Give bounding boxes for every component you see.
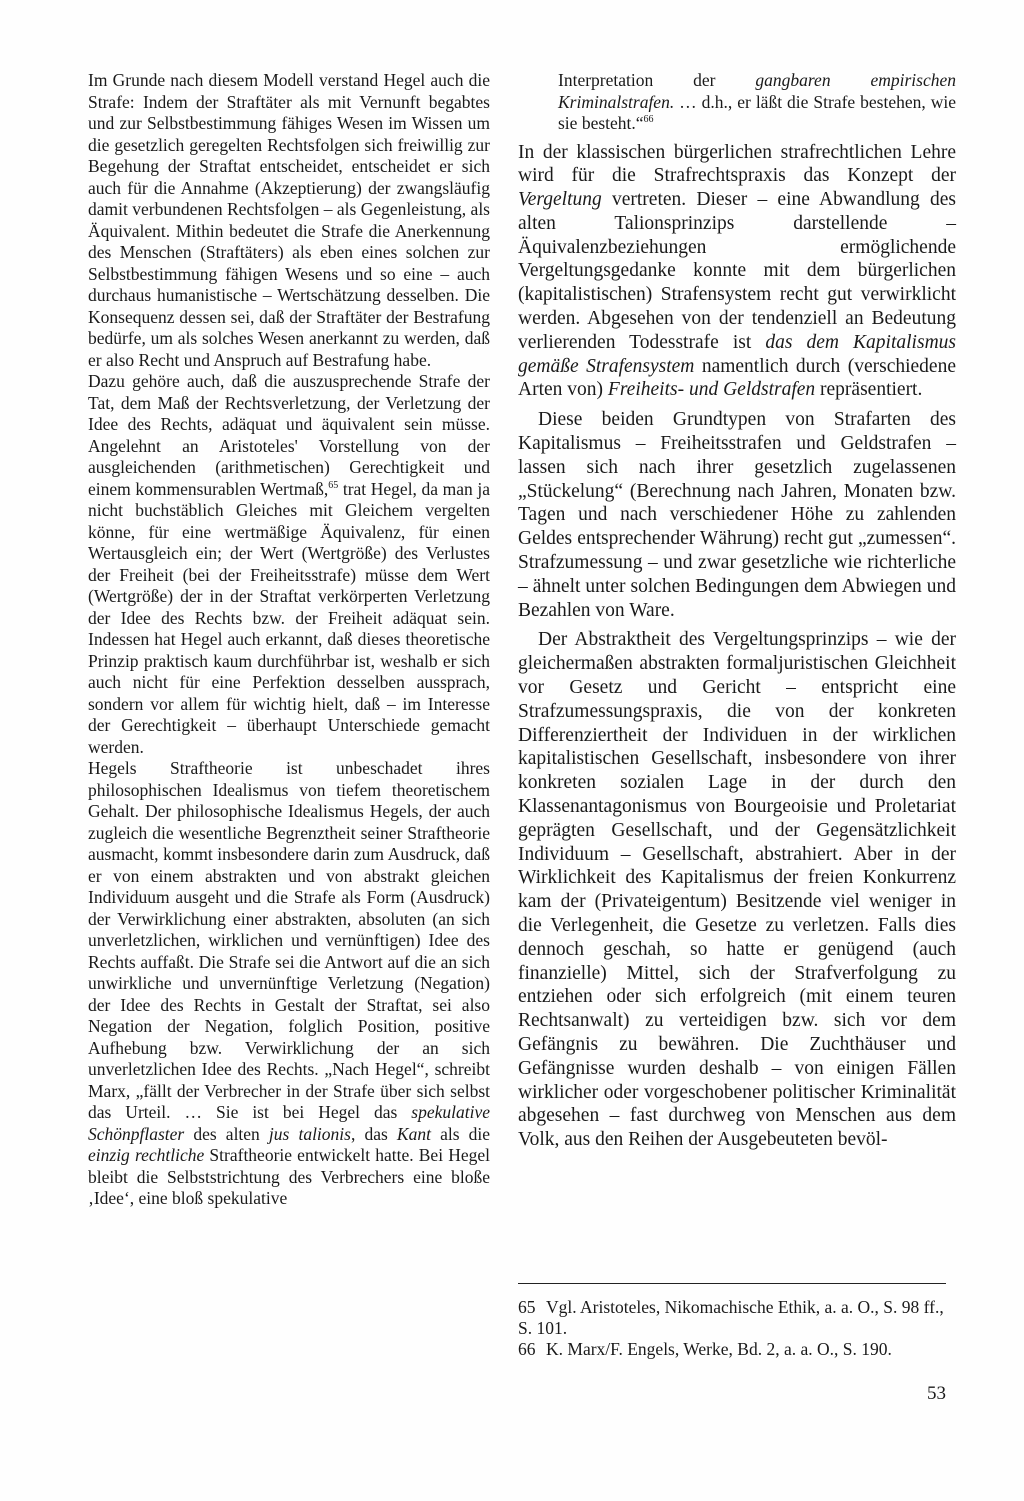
emphasis: das dem Kapitalismus gemäße Strafensystem [518,331,956,377]
quotation [558,70,956,135]
emphasis: Kant [396,1123,431,1144]
emphasis: Freiheits- und Geldstrafen [607,379,816,401]
footnote [518,1339,958,1360]
emphasis: Vergeltung [518,189,602,211]
paragraph [88,371,490,758]
paragraph-text: In der klassischen bürgerlichen strafrechtlichen Lehre wird für die Strafrechtspraxis das Konzept der [518,141,956,187]
paragraph-text: vertreten. Dieser – eine Abwandlung des alten Talionsprinzips darstellende – Äquivalenzbeziehungen ermöglichende Vergeltungsgedanke konnte mit dem bürgerlichen (kapitalistischen) Strafensystem recht gut verwirklicht werden. Abgesehen von der tendenziell an Bedeutung verlierenden Todesstrafe ist [518,189,956,353]
paragraph-text: Hegels Straftheorie ist unbeschadet ihres philosophischen Idealismus von tiefem theoretischem Gehalt. Der philosophische Idealismus Hegels, der auch zugleich die wesentliche Begrenztheit seiner Straftheorie ausmacht, kommt insbesondere darin zum Ausdruck, daß er von einem abstrakten und von abstrakt gleichen Individuum ausgeht und die Strafe als Form (Ausdruck) der Verwirklichung einer abstrakten, absoluten (an sich unverletzlichen, wirklichen und vernünftigen) Idee des Rechts auffaßt. Die Strafe sei die Antwort auf die an sich unwirkliche und unvernünftige Verletzung (Negation) der Idee des Rechts in Gestalt der Straftat, sei also Negation der Negation, folglich Position, positive Aufhebung bzw. Verwirklichung der an sich unverletzlichen Idee des Rechts. „Nach Hegel“, schreibt Marx, „fällt der Verbrecher in der Strafe über sich selbst das Urteil. … Sie ist bei Hegel das [88,758,490,1122]
paragraph-text: als die [430,1123,490,1144]
footnote-text: Vgl. Aristoteles, Nikomachische Ethik, a. a. O., S. 98 ff., S. 101. [518,1297,944,1338]
quote-text: Interpretation der [558,70,756,90]
right-column [518,70,956,1152]
paragraph-text: , das [350,1123,397,1144]
footnote-divider [518,1283,946,1284]
paragraph-text: Straftheorie entwickelt hatte. Bei Hegel bleibt die Selbststrichtung des Verbrechers eine bloße ‚Idee‘, eine bloß spekulative [88,1145,490,1208]
paragraph-text: des alten [184,1123,269,1144]
footnote-text: K. Marx/F. Engels, Werke, Bd. 2, a. a. O., S. 190. [546,1339,892,1359]
paragraph [88,70,490,371]
footnote-number: 65 [518,1297,536,1317]
footnote [518,1297,958,1339]
footnote-number: 66 [518,1339,536,1359]
paragraph [518,141,956,403]
left-column [88,70,490,1210]
page-number: 53 [927,1383,946,1404]
paragraph-text: repräsentiert. [815,379,923,401]
emphasis: einzig rechtliche [88,1145,205,1165]
paragraph [88,758,490,1210]
quote-text: … d.h., er läßt die Strafe bestehen, wie sie besteht.“ [558,91,956,133]
paragraph-text: Dazu gehöre auch, daß die auszusprechende Strafe der Tat, dem Maß der Rechtsverletzung, der Verletzung der Idee des Rechts, adäquat und äquivalent sein müsse. Angelehnt an Aristoteles' Vorstellung von der ausgleichenden (arithmetischen) Gerechtigkeit und einem kommensurablen Wertmaß, [88,371,490,499]
emphasis: spekulative Schönpflaster [88,1102,490,1144]
paragraph-text: trat Hegel, da man ja nicht buchstäblich Gleiches mit Gleichem vergelten könne, für eine wertmäßige Äquivalenz, für einen Wertausgleich ein; der Wert (Wertgröße) des Verlustes der Freiheit (bei der Freiheitsstrafe) müsse dem Wert (Wertgröße) der in der Straftat verkörperten Verletzung der Idee des Rechts bzw. der Freiheit adäquat sein. Indessen hat Hegel auch erkannt, daß dieses theoretische Prinzip praktisch kaum durchführbar ist, weshalb er sich auch nicht für eine Perfektion desselben aussprach, sondern vor allem für wichtig hielt, daß – im Interesse der Gerechtigkeit – überhaupt Unterschiede gemacht werden. [88,478,490,757]
footnote-ref: 66 [643,114,654,126]
emphasis: jus talionis [268,1123,351,1144]
paragraph: Der Abstraktheit des Vergeltungsprinzips – wie der gleichermaßen abstrakten formaljuristischen Gleichheit vor Gesetz und Gericht – entspricht eine Strafzumessungspraxis, die von der konkreten Differenziertheit der Individuen in der wirklichen kapitalistischen Gesellschaft, insbesondere von ihrer konkreten sozialen Lage in der durch den Klassenantagonismus von Bourgeoisie und Proletariat geprägten Gesellschaft, und der Gegensätzlichkeit Individuum – Gesellschaft, abstrahiert. Aber in der Wirklichkeit des Kapitalismus der freien Konkurrenz kam der (Privateigentum) Besitzende viel weniger in die Verlegenheit, die Gesetze zu verletzen. Falls dies dennoch geschah, so hatte er genügend (auch finanzielle) Mittel, sich der Strafverfolgung zu entziehen oder sich erfolgreich (mit einem teuren Rechtsanwalt) zu verteidigen bzw. sich vor dem Gefängnis zu bewähren. Die Zuchthäuser und Gefängnisse wurden deshalb – von einigen Fällen wirklicher oder vorgeschobener politischer Kriminalität abgesehen – fast durchweg von Menschen aus dem Volk, aus den Reihen der Ausgebeuteten bevöl- [518,629,956,1151]
paragraph: Diese beiden Grundtypen von Strafarten des Kapitalismus – Freiheitsstrafen und Geldstrafen – lassen sich nach ihrer gesetzlich zugelassenen „Stückelung“ (Berechnung nach Jahren, Monaten bzw. Tagen und nach verschiedener Höhe zu zahlenden Geldes entsprechender Währung) recht gut „zumessen“. Strafzumessung – und zwar gesetzliche wie richterliche – ähnelt unter solchen Bedingungen dem Abwiegen und Bezahlen von Ware. [518,409,956,621]
paragraph-text: Im Grunde nach diesem Modell verstand Hegel auch die Strafe: Indem der Straftäter als mit Vernunft begabtes und zur Selbstbestimmung fähiges Wesen im Wissen um die gesetzlich geregelten Rechtsfolgen sich freiwillig zur Begehung der Straftat entscheidet, entscheidet er sich auch für die Annahme (Akzeptierung) der zwangsläufig damit verbundenen Rechtsfolgen – als Gegenleistung, als Äquivalent. Mithin bedeutet die Strafe die Anerkennung des Menschen (Straftäters) als eben eines solchen zur Selbstbestimmung fähigen Wesens und so eine – auch durchaus humanistische – Wertschätzung desselben. Die Konsequenz dessen sei, daß der Straftäter der Bestrafung bedürfe, um als solches Wesen anerkannt zu werden, daß er also Recht und Anspruch auf Bestrafung habe. [88,70,490,370]
footnote-ref: 65 [328,479,339,491]
emphasis: gangbaren empirischen Kriminalstrafen. [558,70,957,112]
paragraph-text: namentlich durch (verschiedene Arten von) [518,355,956,401]
